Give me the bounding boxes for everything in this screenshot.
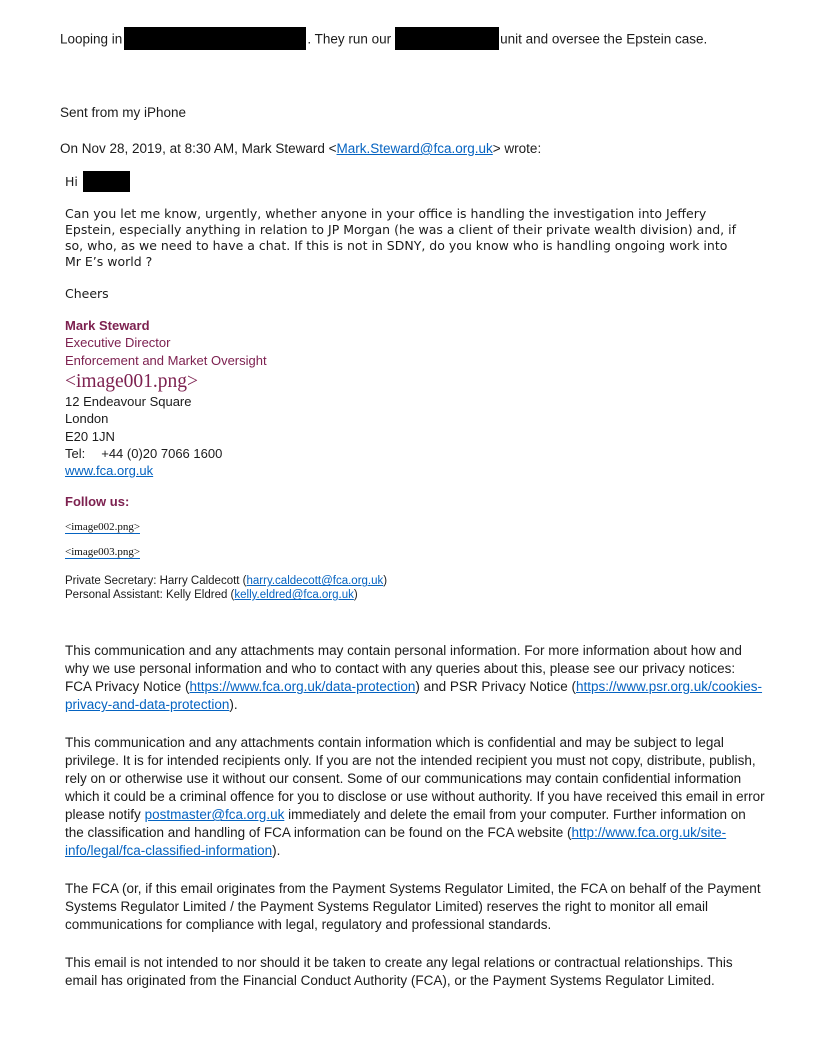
image002-line — [65, 521, 760, 534]
address-line-1: 12 Endeavour Square — [65, 394, 192, 410]
personal-assistant-line — [65, 588, 760, 602]
website-line — [65, 462, 760, 479]
disclaimer-p1-text2: ) and PSR Privacy Notice ( — [415, 679, 576, 695]
image002-placeholder-link[interactable]: <image002.png> — [65, 521, 141, 534]
quoted-message — [65, 173, 765, 990]
address-line-2: London — [65, 411, 109, 427]
signature-division: Enforcement and Market Oversight — [65, 352, 267, 368]
psr-privacy-notice-link[interactable]: https://www.psr.org.uk/cookies-privacy-and-data-protection — [65, 679, 763, 713]
intro-prefix: Looping in — [60, 31, 123, 47]
address-block — [65, 393, 760, 479]
sender-email-link[interactable]: Mark.Steward@fca.org.uk — [336, 141, 493, 156]
secretary-suffix: ) — [383, 575, 388, 588]
signature-block — [65, 317, 760, 370]
signature-title: Executive Director — [65, 335, 171, 351]
assistant-email-link[interactable]: kelly.eldred@fca.org.uk — [234, 589, 354, 602]
tel-label: Tel: — [65, 445, 86, 461]
disclaimer-monitoring: The FCA (or, if this email originates from the Payment Systems Regulator Limited, the FCA on behalf of the Payment Systems Regulator Limited / the Payment Systems Regulator Limited) reserves the right to monitor all email communications for compliance with legal, regulatory and professional standards. — [65, 881, 761, 933]
image003-line — [65, 546, 760, 559]
greeting-line — [65, 173, 760, 192]
disclaimer-legal-relations: This email is not intended to nor should it be taken to create any legal relations or contractual relationships. This email has originated from the Financial Conduct Authority (FCA), or the Payment Systems Regulator Limited. — [65, 955, 733, 989]
fca-classified-info-link[interactable]: http://www.fca.org.uk/site-info/legal/fca-classified-information — [65, 825, 727, 859]
redaction-box — [395, 27, 499, 50]
intro-line — [60, 30, 760, 50]
assistant-suffix: ) — [353, 589, 358, 602]
disclaimer-p2-text3: ). — [272, 843, 281, 859]
postmaster-email-link[interactable]: postmaster@fca.org.uk — [144, 807, 285, 823]
disclaimer-privacy — [65, 642, 765, 714]
secretary-prefix: Private Secretary: Harry Caldecott ( — [65, 575, 247, 588]
telephone-line — [65, 445, 760, 462]
redaction-box — [124, 27, 306, 50]
signoff-line: Cheers — [65, 285, 109, 301]
secretary-email-link[interactable]: harry.caldecott@fca.org.uk — [246, 575, 384, 588]
tel-number: +44 (0)20 7066 1600 — [101, 445, 223, 461]
message-body: Can you let me know, urgently, whether anyone in your office is handling the investigation into Jeffery Epstein, especially anything in relation to JP Morgan (he was a client of their private wealth division) and, if so, who, as we need to have a chat. If this is not in SDNY, do you know who is handling ongoing work into Mr E’s world ? — [65, 205, 736, 270]
fca-privacy-notice-link[interactable]: https://www.fca.org.uk/data-protection — [189, 679, 416, 695]
redaction-box — [83, 171, 130, 192]
disclaimer-p2-text2: immediately and delete the email from your computer. Further information on the classification and handling of FCA information can be found on the FCA website ( — [65, 807, 746, 841]
intro-suffix: unit and oversee the Epstein case. — [500, 31, 708, 47]
image003-placeholder-link[interactable]: <image003.png> — [65, 546, 141, 559]
quote-header-line — [60, 140, 760, 157]
website-link[interactable]: www.fca.org.uk — [65, 463, 154, 478]
assistant-prefix: Personal Assistant: Kelly Eldred ( — [65, 589, 235, 602]
quote-header-suffix: > wrote: — [492, 141, 542, 156]
disclaimer-p1-text: This communication and any attachments may contain personal information. For more information about how and why we use personal information and who to contact with any queries about this, please see our privacy notices: FCA Privacy Notice ( — [65, 643, 742, 695]
intro-middle: . They run our — [307, 31, 392, 47]
sent-from-line: Sent from my iPhone — [60, 105, 187, 120]
staff-contacts-block — [65, 574, 760, 602]
greeting-text: Hi — [65, 174, 78, 189]
disclaimer-confidentiality — [65, 734, 765, 860]
image001-placeholder: <image001.png> — [65, 371, 199, 393]
address-line-3: E20 1JN — [65, 428, 115, 444]
disclaimer-p1-text3: ). — [229, 697, 238, 713]
quote-header-prefix: On Nov 28, 2019, at 8:30 AM, Mark Steward < — [60, 141, 337, 156]
signature-name: Mark Steward — [65, 317, 150, 333]
follow-us-label: Follow us: — [65, 494, 130, 510]
private-secretary-line — [65, 574, 760, 588]
disclaimer-p2-text: This communication and any attachments contain information which is confidential and may be subject to legal privilege. It is for intended recipients only. If you are not the intended recipient you must not copy, distribute, publish, rely on or otherwise use it without our consent. Some of our communications may contain confidential information which it could be a criminal offence for you to disclose or use without authority. If you have received this email in error please notify — [65, 735, 765, 823]
